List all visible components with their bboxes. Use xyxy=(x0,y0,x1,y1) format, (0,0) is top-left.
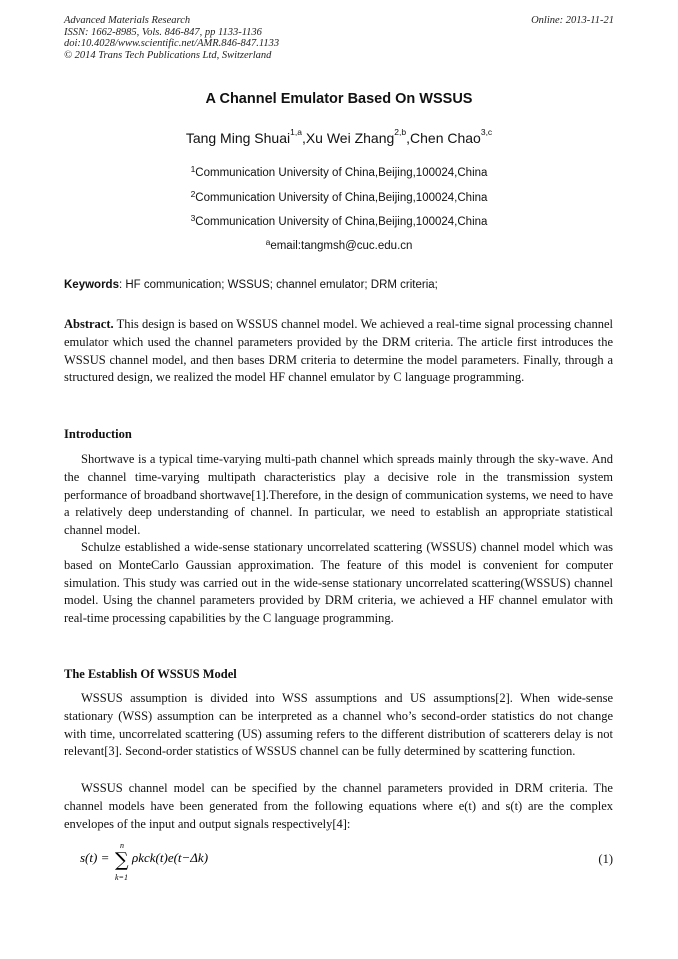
author-name: Chen Chao xyxy=(410,130,481,146)
email-line: $^a$email:tangmsh@cuc.edu.cn xyxy=(265,237,413,252)
equation-sum-top: n xyxy=(120,841,124,850)
affiliation-2: $^2$Communication University of China,Beijing,100024,China xyxy=(190,189,488,204)
equation-sum-symbol: ∑ xyxy=(115,849,129,871)
online-date: Online: 2013-11-21 xyxy=(531,15,614,26)
equation-1 xyxy=(64,840,613,885)
keywords-text: : HF communication; WSSUS; channel emulator; DRM criteria; xyxy=(118,279,438,291)
journal-name: Advanced Materials Research xyxy=(64,15,191,26)
author-sup: 2,b xyxy=(394,127,407,137)
equation-lhs: s(t) = xyxy=(80,850,110,865)
equation-number: (1) xyxy=(598,852,613,866)
paper-title: A Channel Emulator Based On WSSUS xyxy=(205,91,473,107)
equation-sum-bottom: k=1 xyxy=(115,873,128,882)
affiliation-1: $^1$Communication University of China,Beijing,100024,China xyxy=(190,164,488,179)
section-heading-wssus: The Establish Of WSSUS Model xyxy=(64,667,237,681)
intro-paragraph-2: Schulze established a wide-sense stationary uncorrelated scattering (WSSUS) channel model which was based on MonteCarlo Gaussian approximation. The feature of this model is convenient for computer simulation. This study was carried out in the wide-sense stationary uncorrelated scattering(WSSUS) channel model. Using the channel parameters provided by DRM criteria, we achieved a HF channel emulator with real-time processing capabilities by the C language programming. xyxy=(64,540,613,626)
affiliation-3: $^3$Communication University of China,Beijing,100024,China xyxy=(190,213,488,228)
author-name: Xu Wei Zhang xyxy=(305,130,395,146)
keywords-label: Keywords xyxy=(64,279,119,291)
section-heading-introduction: Introduction xyxy=(64,427,132,441)
wssus-paragraph-1: WSSUS assumption is divided into WSS assumptions and US assumptions[2]. When wide-sense stationary (WSS) assumption can be interpreted as a channel who’s second-order statistics do not change with time, uncorrelated scattering (US) assuming refers to the different distribution of scatterers delay is not relevant[3]. Second-order statistics of WSSUS channel can be fully determined by scattering function. xyxy=(64,691,613,759)
journal-header xyxy=(64,15,279,61)
equation-formula xyxy=(64,840,484,885)
abstract-text: This design is based on WSSUS channel model. We achieved a real-time signal processing channel emulator which used the channel parameters provided by the DRM criteria. The article first introduces the WSSUS channel model, and then bases DRM criteria to determine the model parameters. Finally, through a structured design, we realized the model HF channel emulator by C language programming. xyxy=(64,317,613,385)
equation-term: ρkck(t)e(t−Δk) xyxy=(132,850,209,865)
abstract-label: Abstract. xyxy=(64,317,114,331)
author-sup: 3,c xyxy=(480,127,493,137)
abstract xyxy=(64,316,613,387)
author-sup: 1,a xyxy=(290,127,302,137)
doi-line: doi:10.4028/www.scientific.net/AMR.846-847.1133 xyxy=(64,38,280,49)
wssus-paragraph-2: WSSUS channel model can be specified by the channel parameters provided in DRM criteria. The channel models have been generated from the following equations where e(t) and s(t) are the complex envelopes of the input and output signals respectively[4]: xyxy=(64,781,613,831)
issn-line: ISSN: 1662-8985, Vols. 846-847, pp 1133-1136 xyxy=(64,26,262,38)
keywords xyxy=(64,279,438,291)
copyright-line: © 2014 Trans Tech Publications Ltd, Switzerland xyxy=(64,49,272,61)
author-line: Tang Ming Shuai$^{1,a}$,Xu Wei Zhang$^{2,b}$,Chen Chao$^{3,c}$ xyxy=(185,127,493,146)
intro-paragraph-1: Shortwave is a typical time-varying multi-path channel which spreads mainly through the sky-wave. And the channel time-varying multipath characteristics play a decisive role in the transmission system performance of broadband shortwave[1].Therefore, in the design of communication systems, we need to have a relatively deep understanding of channel. In particular, we need to establish an appropriate statistical channel model. xyxy=(64,452,613,538)
author-name: Tang Ming Shuai xyxy=(185,130,291,146)
